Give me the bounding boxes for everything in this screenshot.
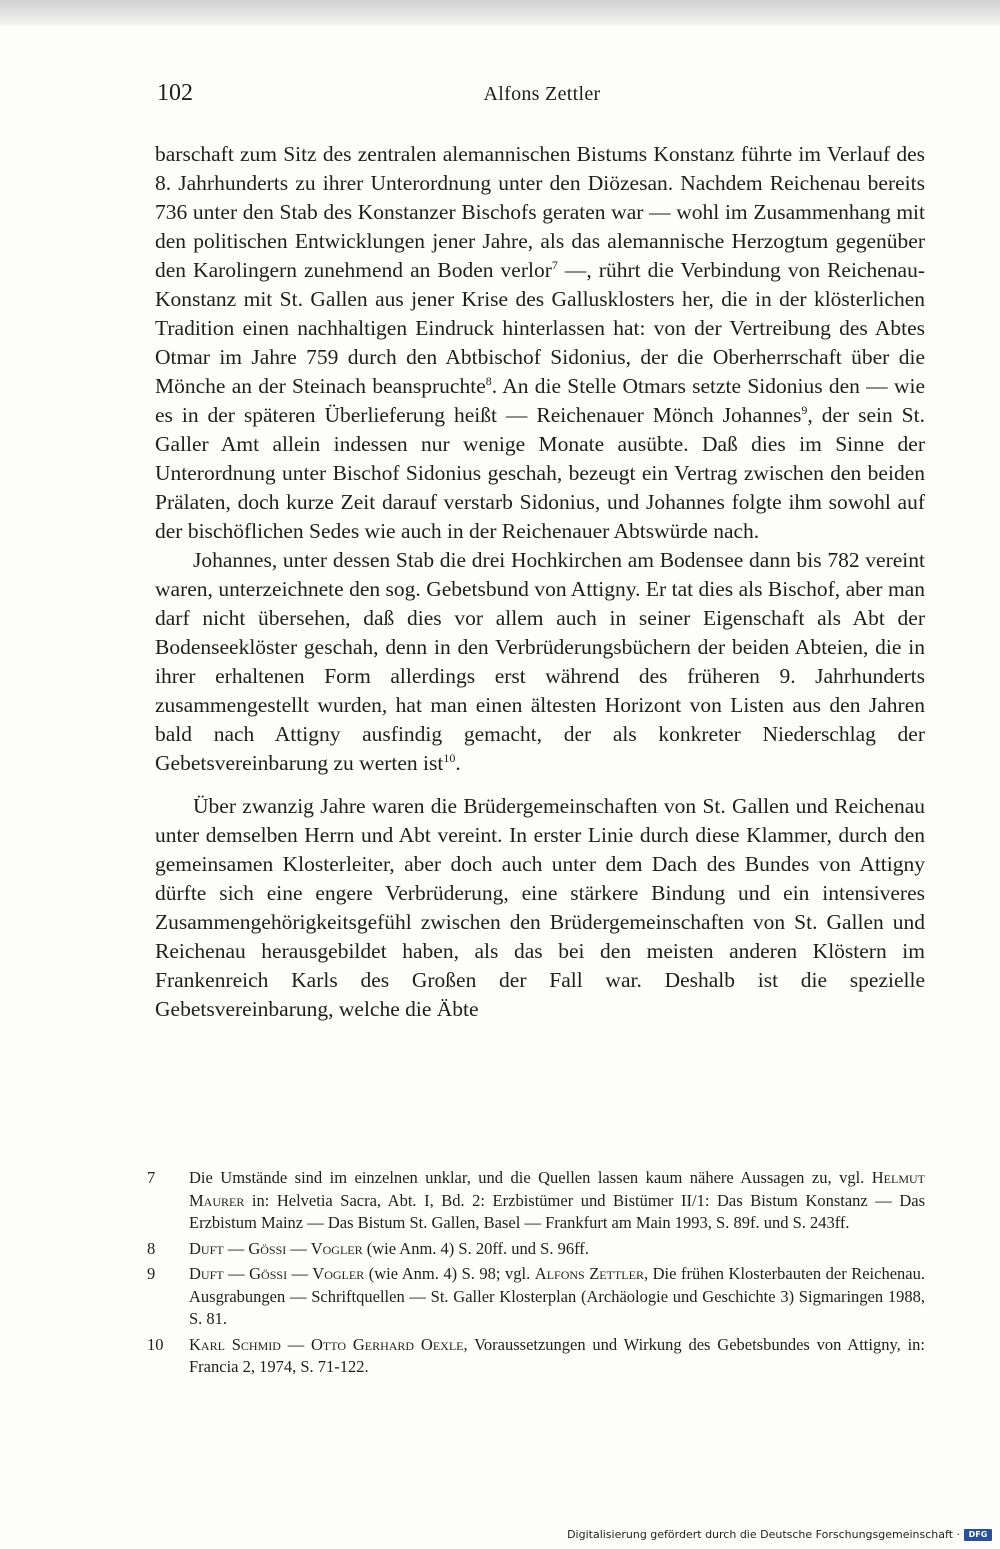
- footnote-ref-9[interactable]: 9: [801, 402, 808, 417]
- footnote-ref-10[interactable]: 10: [443, 750, 456, 765]
- footnote-text: Duft — Gössi — Vogler (wie Anm. 4) S. 98; vgl. Alfons Zettler, Die frühen Klosterbauten der Reichenau. Ausgrabungen — Schriftquellen — St. Galler Klosterplan (Archäologie und Geschichte 3) Sigmaringen 1988, S. 81.: [189, 1264, 925, 1328]
- footnote-number: 8: [147, 1238, 156, 1258]
- footnote-9: [147, 1263, 925, 1331]
- footnote-text: Die Umstände sind im einzelnen unklar, und die Quellen lassen kaum nähere Aussagen zu, vgl. Helmut Maurer in: Helvetia Sacra, Abt. I, Bd. 2: Erzbistümer und Bistümer II/1: Das Bistum Konstanz — Das Erzbistum Mainz — Das Bistum St. Gallen, Basel — Frankfurt am Main 1993, S. 89f. und S. 243ff.: [189, 1168, 925, 1232]
- footnote-ref-8[interactable]: 8: [485, 373, 492, 388]
- author-name: Karl Schmid — Otto Gerhard Oexle: [189, 1334, 464, 1354]
- scan-edge: [0, 0, 1000, 26]
- digitization-credit: [567, 1528, 992, 1542]
- footnote-10: [147, 1334, 925, 1379]
- main-text: [155, 140, 925, 1024]
- author-name: Alfons Zettler: [534, 1264, 644, 1283]
- footnote-number: 9: [147, 1264, 156, 1283]
- footnote-8: [147, 1238, 925, 1261]
- paragraph-3: Über zwanzig Jahre waren die Brüdergemeinschaften von St. Gallen und Reichenau unter demselben Herrn und Abt vereint. In erster Linie durch diese Klammer, durch den gemeinsamen Klosterleiter, aber doch auch unter dem Dach des Bundes von Attigny dürfte sich eine engere Verbrüderung, eine stärkere Bindung und ein intensiveres Zusammengehörigkeitsgefühl zwischen den Brüdergemeinschaften von St. Gallen und Reichenau herausgebildet haben, als das bei den meisten anderen Klöstern im Frankenreich Karls des Großen der Fall war. Deshalb ist die spezielle Gebetsvereinbarung, welche die Äbte: [155, 794, 925, 1021]
- dfg-logo-icon[interactable]: DFG: [964, 1529, 992, 1541]
- footnote-text: Duft — Gössi — Vogler (wie Anm. 4) S. 20ff. und S. 96ff.: [189, 1238, 589, 1258]
- paragraph-2: Johannes, unter dessen Stab die drei Hochkirchen am Bodensee dann bis 782 vereint waren, unterzeichnete den sog. Gebetsbund von Attigny. Er tat dies als Bischof, aber man darf nicht übersehen, daß dies vor allem auch in seiner Eigenschaft als Abt der Bodenseeklöster geschah, denn in den Verbrüderungsbüchern der beiden Abteien, die in ihrer erhaltenen Form allerdings erst während des früheren 9. Jahrhunderts zusammengestellt wurden, hat man einen ältesten Horizont von Listen aus den Jahren bald nach Attigny ausfindig gemacht, der als konkreter Niederschlag der Gebetsvereinbarung zu werten ist$^{10}$.: [155, 548, 925, 775]
- paragraph-1: barschaft zum Sitz des zentralen alemannischen Bistums Konstanz führte im Verlauf des 8. Jahrhunderts zu ihrer Unterordnung unter den Diözesan. Nachdem Reichenau bereits 736 unter den Stab des Konstanzer Bischofs geraten war — wohl im Zusammenhang mit den politischen Entwicklungen jener Jahre, als das alemannische Herzogtum gegenüber den Karolingern zunehmend an Boden verlor$^7$ —, rührt die Verbindung von Reichenau-Konstanz mit St. Gallen aus jener Krise des Gallusklosters her, die in der klösterlichen Tradition einen nachhaltigen Eindruck hinterlassen hat: von der Vertreibung des Abtes Otmar im Jahre 759 durch den Abtbischof Sidonius, der die Oberherrschaft über die Mönche an der Steinach beanspruchte$^8$. An die Stelle Otmars setzte Sidonius den — wie es in der späteren Überlieferung heißt — Reichenauer Mönch Johannes$^9$, der sein St. Galler Amt allein indessen nur wenige Monate ausübte. Daß dies im Sinne der Unterordnung unter Bischof Sidonius geschah, bezeugt ein Vertrag zwischen den beiden Prälaten, doch kurze Zeit darauf verstarb Sidonius, und Johannes folgte ihm sowohl auf der bischöflichen Sedes wie auch in der Reichenauer Abtswürde nach.: [155, 142, 925, 543]
- footnote-text: Karl Schmid — Otto Gerhard Oexle, Voraussetzungen und Wirkung des Gebetsbundes von Attigny, in: Francia 2, 1974, S. 71-122.: [189, 1334, 925, 1376]
- footnotes: [147, 1167, 925, 1382]
- running-head: Alfons Zettler: [483, 83, 601, 105]
- page-header: [157, 78, 927, 112]
- author-name: Helmut Maurer: [189, 1168, 925, 1210]
- footnote-7: [147, 1167, 925, 1235]
- footnote-ref-7[interactable]: 7: [551, 257, 558, 272]
- credit-text: Digitalisierung gefördert durch die Deutsche Forschungsgemeinschaft ·: [567, 1528, 960, 1541]
- author-name: Duft — Gössi — Vogler: [189, 1264, 365, 1283]
- footnote-number: 10: [147, 1334, 164, 1354]
- author-name: Duft — Gössi — Vogler: [189, 1238, 363, 1258]
- page-number: 102: [157, 80, 193, 106]
- footnote-number: 7: [147, 1168, 156, 1187]
